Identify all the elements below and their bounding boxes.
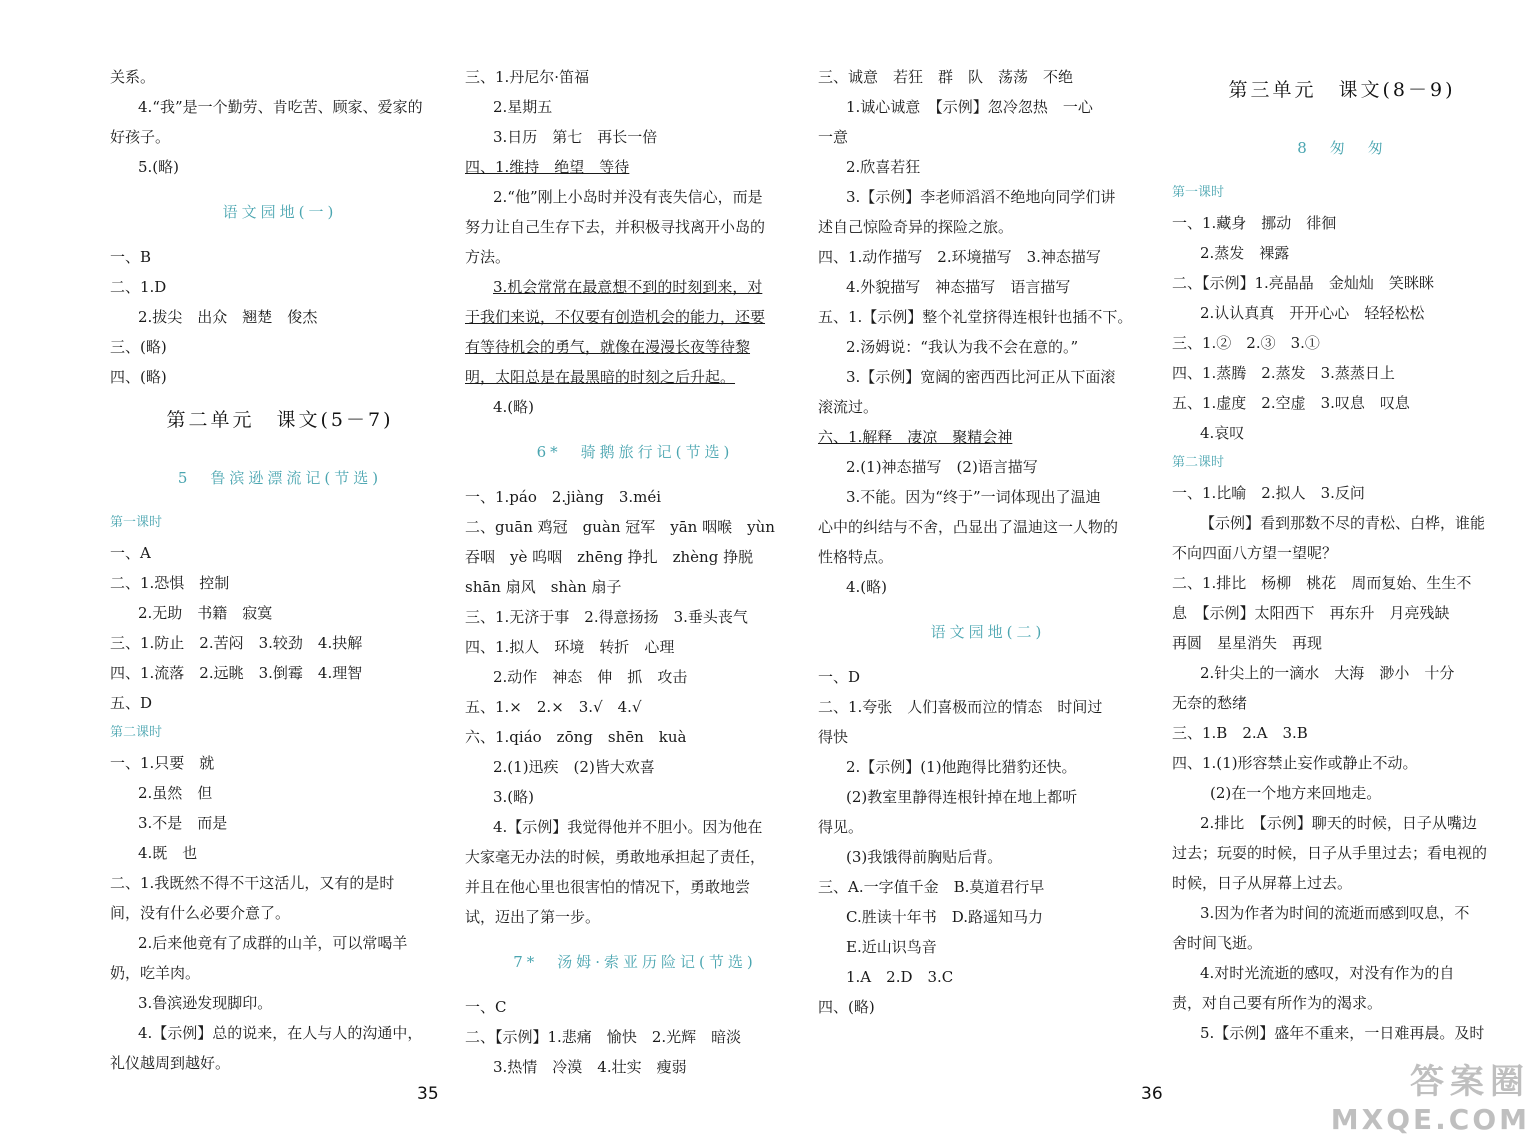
col1-line: 2.无助 书籍 寂寞 [138, 604, 273, 622]
col4-line: (2)在一个地方来回地走。 [1210, 784, 1382, 802]
col2-line: 三、1.无济于事 2.得意扬扬 3.垂头丧气 [465, 608, 748, 626]
col1-line: 5 鲁滨逊漂流记(节选) [177, 469, 383, 487]
col4-line: 4.哀叹 [1200, 424, 1245, 442]
col3-line: 4.(略) [846, 578, 888, 596]
col4-line: 三、1.B 2.A 3.B [1172, 724, 1308, 742]
col4-line: 无奈的愁绪 [1172, 694, 1248, 712]
col2-line: 4.(略) [493, 398, 535, 416]
col4-line: 四、1.蒸腾 2.蒸发 3.蒸蒸日上 [1172, 364, 1395, 382]
col1-line: 二、1.恐惧 控制 [110, 574, 230, 592]
watermark-url: MXQE.COM [1330, 1103, 1530, 1136]
col2-line: 于我们来说，不仅要有创造机会的能力，还要 [465, 308, 766, 326]
col3-line: 1.诚心诚意 【示例】忽冷忽热 一心 [846, 98, 1093, 116]
col4-line: 息 【示例】太阳西下 再东升 月亮残缺 [1172, 604, 1450, 622]
col1-line: 第二课时 [110, 725, 163, 740]
col2-line: 2.动作 神态 伸 抓 攻击 [493, 668, 688, 686]
col4-line: 二、【示例】1.亮晶晶 金灿灿 笑眯眯 [1172, 274, 1434, 292]
col3-line: 3.不能。因为“终于”一词体现出了温迪 [846, 488, 1101, 506]
col2-line: 明，太阳总是在最黑暗的时刻之后升起。 [465, 368, 736, 386]
col2-line: 努力让自己生存下去，并积极寻找离开小岛的 [465, 218, 766, 236]
col3-line: (2)教室里静得连根针掉在地上都听 [846, 788, 1078, 806]
col2-line: 3.机会常常在最意想不到的时刻到来，对 [493, 278, 763, 296]
watermark-logo [1260, 1060, 1530, 1140]
col3-line: 六、1.解释 凄凉 聚精会神 [818, 428, 1013, 446]
col2-line: 一、1.páo 2.jiàng 3.méi [465, 488, 662, 506]
col3-line: 3.【示例】李老师滔滔不绝地向同学们讲 [846, 188, 1116, 206]
col4-line: 过去；玩耍的时候，日子从手里过去；看电视的 [1172, 844, 1488, 862]
col4-line: 5.【示例】盛年不重来，一日难再晨。及时 [1200, 1024, 1485, 1042]
col3-line: 得快 [818, 728, 849, 746]
col2-line: 2.(1)迅疾 (2)皆大欢喜 [493, 758, 655, 776]
col1-line: 三、(略) [110, 338, 167, 356]
col4-line: 2.排比 【示例】聊天的时候，日子从嘴边 [1200, 814, 1477, 832]
col1-line: 好孩子。 [110, 128, 171, 146]
col3-line: 四、1.动作描写 2.环境描写 3.神态描写 [818, 248, 1101, 266]
col3-line: 4.外貌描写 神态描写 语言描写 [846, 278, 1071, 296]
col1-line: 礼仪越周到越好。 [110, 1054, 231, 1072]
col2-line: 二、【示例】1.悲痛 愉快 2.光辉 暗淡 [465, 1028, 742, 1046]
col4-line: 【示例】看到那数不尽的青松、白桦，谁能 [1200, 514, 1486, 532]
col2-line: 大家毫无办法的时候，勇敢地承担起了责任， [465, 848, 766, 866]
col4-line: 时候，日子从屏幕上过去。 [1172, 874, 1353, 892]
col4-line: 一、1.比喻 2.拟人 3.反问 [1172, 484, 1365, 502]
col3-line: 五、1.【示例】整个礼堂挤得连根针也插不下。 [818, 308, 1133, 326]
col1-line: 4.“我”是一个勤劳、肯吃苦、顾家、爱家的 [138, 98, 423, 116]
col4-line: 2.认认真真 开开心心 轻轻松松 [1200, 304, 1425, 322]
col2-line: 有等待机会的勇气，就像在漫漫长夜等待黎 [465, 338, 751, 356]
col1-line: 语文园地(一) [222, 203, 338, 221]
col4-line: 2.蒸发 裸露 [1200, 244, 1290, 262]
col4-line: 第三单元 课文(8－9) [1228, 79, 1456, 101]
col3-line: 1.A 2.D 3.C [846, 968, 954, 986]
col4-line: 再圆 星星消失 再现 [1172, 634, 1323, 652]
col4-line: 3.因为作者为时间的流逝而感到叹息，不 [1200, 904, 1470, 922]
col1-line: 3.不是 而是 [138, 814, 228, 832]
col2-line: 4.【示例】我觉得他并不胆小。因为他在 [493, 818, 763, 836]
col4-line: 四、1.(1)形容禁止妄作或静止不动。 [1172, 754, 1418, 772]
column-3 [818, 62, 1158, 1022]
page-number-left: 35 [417, 1084, 439, 1104]
col2-line: 方法。 [465, 248, 511, 266]
col3-line: 3.【示例】宽阔的密西西比河正从下面滚 [846, 368, 1116, 386]
col4-line: 三、1.② 2.③ 3.① [1172, 334, 1320, 352]
col2-line: 2.“他”刚上小岛时并没有丧失信心，而是 [493, 188, 763, 206]
col1-line: 一、1.只要 就 [110, 754, 215, 772]
col4-line: 二、1.排比 杨柳 桃花 周而复始、生生不 [1172, 574, 1472, 592]
col3-line: 一意 [818, 128, 849, 146]
col3-line: 四、(略) [818, 998, 875, 1016]
col3-line: 2.欣喜若狂 [846, 158, 921, 176]
col1-line: 第二单元 课文(5－7) [166, 409, 394, 431]
col2-line: 3.热情 冷漠 4.壮实 瘦弱 [493, 1058, 687, 1076]
col3-line: 2.(1)神态描写 (2)语言描写 [846, 458, 1038, 476]
col3-line: 得见。 [818, 818, 864, 836]
col1-line: 4.既 也 [138, 844, 198, 862]
col2-line: 吞咽 yè 呜咽 zhēng 挣扎 zhèng 挣脱 [465, 548, 754, 566]
col2-line: 四、1.拟人 环境 转折 心理 [465, 638, 675, 656]
col4-line: 不向四面八方望一望呢？ [1172, 544, 1338, 562]
col4-line: 4.对时光流逝的感叹，对没有作为的自 [1200, 964, 1455, 982]
col3-line: 2.【示例】(1)他跑得比猎豹还快。 [846, 758, 1077, 776]
col4-line: 舍时间飞逝。 [1172, 934, 1263, 952]
col1-line: 三、1.防止 2.苦闷 3.较劲 4.抉解 [110, 634, 363, 652]
watermark-text: 答案圈 [1410, 1062, 1530, 1102]
col2-line: 四、1.维持 绝望 等待 [465, 158, 630, 176]
column-4 [1172, 62, 1512, 1048]
col2-line: 3.日历 第七 再长一倍 [493, 128, 658, 146]
col1-line: 2.拔尖 出众 翘楚 俊杰 [138, 308, 318, 326]
col2-line: 三、1.丹尼尔·笛福 [465, 68, 590, 86]
col2-line: 六、1.qiáo zōng shēn kuà [465, 728, 687, 746]
col3-line: (3)我饿得前胸贴后背。 [846, 848, 1003, 866]
col4-line: 2.针尖上的一滴水 大海 渺小 十分 [1200, 664, 1455, 682]
page-number-right: 36 [1141, 1084, 1163, 1104]
col3-line: C.胜读十年书 D.路遥知马力 [846, 908, 1043, 926]
col1-line: 4.【示例】总的说来，在人与人的沟通中， [138, 1024, 423, 1042]
col2-line: 五、1.× 2.× 3.√ 4.√ [465, 698, 642, 716]
col1-line: 四、1.流落 2.远眺 3.倒霉 4.理智 [110, 664, 363, 682]
col3-line: 三、诚意 若狂 群 队 荡荡 不绝 [818, 68, 1074, 86]
col2-line: 3.(略) [493, 788, 535, 806]
col1-line: 关系。 [110, 68, 156, 86]
col3-line: 三、A.一字值千金 B.莫道君行早 [818, 878, 1045, 896]
col4-line: 8 匆 匆 [1297, 139, 1387, 157]
col1-line: 二、1.我既然不得不干这活儿，又有的是时 [110, 874, 395, 892]
col1-line: 第一课时 [110, 515, 163, 530]
col2-line: 7* 汤姆·索亚历险记(节选) [513, 953, 757, 971]
column-1 [110, 62, 450, 1078]
col2-line: shān 扇风 shàn 扇子 [465, 578, 622, 596]
col4-line: 第一课时 [1172, 185, 1225, 200]
col3-line: 性格特点。 [818, 548, 894, 566]
col3-line: 2.汤姆说：“我认为我不会在意的。” [846, 338, 1079, 356]
col1-line: 2.虽然 但 [138, 784, 213, 802]
col3-line: 滚流过。 [818, 398, 879, 416]
col1-line: 3.鲁滨逊发现脚印。 [138, 994, 273, 1012]
col4-line: 五、1.虚度 2.空虚 3.叹息 叹息 [1172, 394, 1410, 412]
col4-line: 责，对自己要有所作为的渴求。 [1172, 994, 1383, 1012]
col4-line: 一、1.藏身 挪动 徘徊 [1172, 214, 1337, 232]
col3-line: 一、D [818, 668, 861, 686]
col2-line: 2.星期五 [493, 98, 553, 116]
col1-line: 五、D [110, 694, 153, 712]
col3-line: 述自己惊险奇异的探险之旅。 [818, 218, 1014, 236]
col1-line: 2.后来他竟有了成群的山羊，可以常喝羊 [138, 934, 408, 952]
col1-line: 5.(略) [138, 158, 180, 176]
col1-line: 一、B [110, 248, 152, 266]
col1-line: 一、A [110, 544, 151, 562]
col1-line: 二、1.D [110, 278, 167, 296]
col4-line: 第二课时 [1172, 455, 1225, 470]
col2-line: 6* 骑鹅旅行记(节选) [536, 443, 734, 461]
col3-line: E.近山识鸟音 [846, 938, 937, 956]
col3-line: 心中的纠结与不舍，凸显出了温迪这一人物的 [818, 518, 1119, 536]
col1-line: 奶，吃羊肉。 [110, 964, 201, 982]
col2-line: 一、C [465, 998, 507, 1016]
col3-line: 二、1.夸张 人们喜极而泣的情态 时间过 [818, 698, 1103, 716]
col2-line: 二、guān 鸡冠 guàn 冠军 yān 咽喉 yùn [465, 518, 775, 536]
column-2 [465, 62, 805, 1082]
col2-line: 并且在他心里也很害怕的情况下，勇敢地尝 [465, 878, 751, 896]
col3-line: 语文园地(二) [930, 623, 1046, 641]
col2-line: 试，迈出了第一步。 [465, 908, 601, 926]
col1-line: 四、(略) [110, 368, 167, 386]
col1-line: 间，没有什么必要介意了。 [110, 904, 291, 922]
